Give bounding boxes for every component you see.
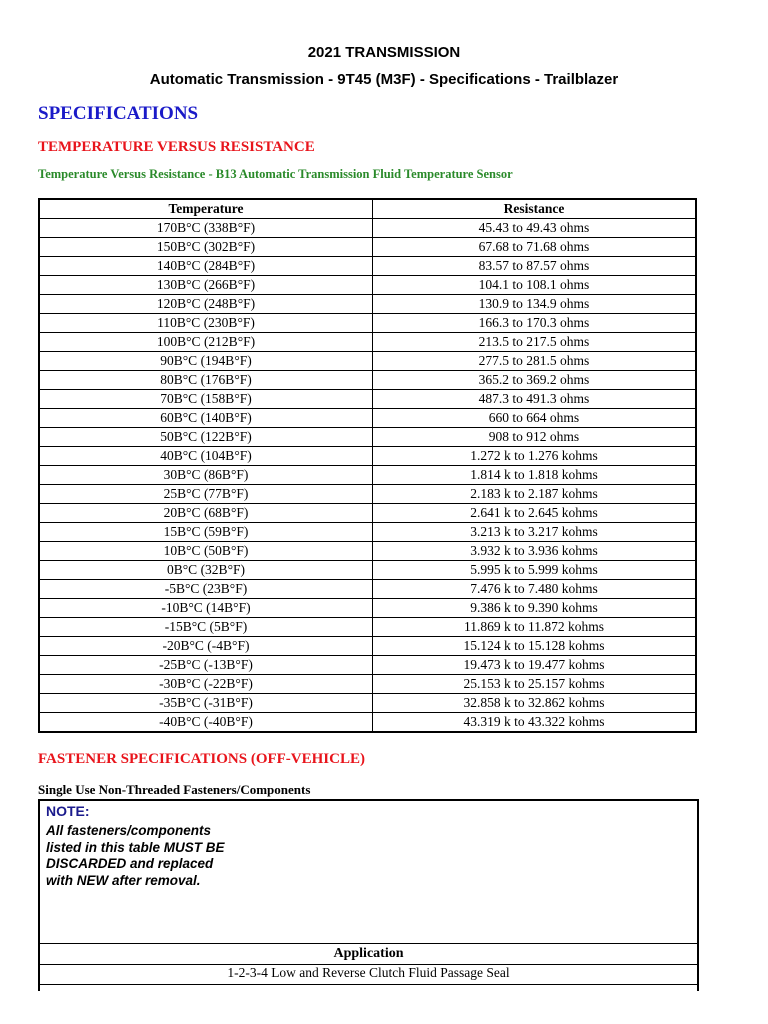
temperature-cell: 40B°C (104B°F): [39, 447, 373, 466]
fastener-specifications-heading: FASTENER SPECIFICATIONS (OFF-VEHICLE): [38, 751, 365, 767]
application-column-header: Application: [40, 943, 697, 965]
resistance-cell: 45.43 to 49.43 ohms: [373, 219, 697, 238]
temperature-cell: 25B°C (77B°F): [39, 485, 373, 504]
resistance-cell: 277.5 to 281.5 ohms: [373, 352, 697, 371]
temperature-cell: 100B°C (212B°F): [39, 333, 373, 352]
temperature-cell: 150B°C (302B°F): [39, 238, 373, 257]
resistance-cell: 166.3 to 170.3 ohms: [373, 314, 697, 333]
table-row: [39, 637, 696, 656]
resistance-cell: 83.57 to 87.57 ohms: [373, 257, 697, 276]
temperature-cell: 130B°C (266B°F): [39, 276, 373, 295]
resistance-cell: 5.995 k to 5.999 kohms: [373, 561, 697, 580]
temperature-cell: 60B°C (140B°F): [39, 409, 373, 428]
temperature-cell: 20B°C (68B°F): [39, 504, 373, 523]
temperature-resistance-subheading: Temperature Versus Resistance - B13 Automatic Transmission Fluid Temperature Sensor: [38, 167, 513, 181]
temperature-cell: 140B°C (284B°F): [39, 257, 373, 276]
resistance-cell: 2.183 k to 2.187 kohms: [373, 485, 697, 504]
table-row: [39, 713, 696, 733]
table-row: [39, 428, 696, 447]
table-row: [39, 276, 696, 295]
resistance-cell: 43.319 k to 43.322 kohms: [373, 713, 697, 733]
table-row: [39, 542, 696, 561]
resistance-cell: 15.124 k to 15.128 kohms: [373, 637, 697, 656]
table-row: 1-2-3-4 Low and Reverse Clutch Fluid Passage Seal: [40, 964, 697, 985]
table-row: [39, 409, 696, 428]
resistance-cell: 1.272 k to 1.276 kohms: [373, 447, 697, 466]
table-row: [39, 257, 696, 276]
single-use-fasteners-heading: Single Use Non-Threaded Fasteners/Components: [38, 782, 311, 797]
table-header-row: [39, 199, 696, 219]
table-row: [39, 561, 696, 580]
table-row: [39, 618, 696, 637]
table-row: [39, 523, 696, 542]
temperature-cell: -5B°C (23B°F): [39, 580, 373, 599]
resistance-cell: 7.476 k to 7.480 kohms: [373, 580, 697, 599]
table-row: [39, 675, 696, 694]
temperature-cell: 170B°C (338B°F): [39, 219, 373, 238]
temperature-cell: -10B°C (14B°F): [39, 599, 373, 618]
temperature-cell: -15B°C (5B°F): [39, 618, 373, 637]
column-header-temperature: Temperature: [39, 199, 373, 219]
table-row: [39, 314, 696, 333]
temperature-cell: 0B°C (32B°F): [39, 561, 373, 580]
temperature-cell: 120B°C (248B°F): [39, 295, 373, 314]
resistance-cell: 1.814 k to 1.818 kohms: [373, 466, 697, 485]
note-block: [46, 803, 236, 889]
table-row: [39, 504, 696, 523]
resistance-cell: 3.932 k to 3.936 kohms: [373, 542, 697, 561]
table-row: [39, 447, 696, 466]
temperature-cell: -25B°C (-13B°F): [39, 656, 373, 675]
table-row: [39, 295, 696, 314]
temperature-cell: 15B°C (59B°F): [39, 523, 373, 542]
temperature-cell: -35B°C (-31B°F): [39, 694, 373, 713]
resistance-cell: 67.68 to 71.68 ohms: [373, 238, 697, 257]
document-header-title: 2021 TRANSMISSION: [307, 44, 461, 61]
resistance-cell: 130.9 to 134.9 ohms: [373, 295, 697, 314]
table-row: [39, 238, 696, 257]
resistance-cell: 25.153 k to 25.157 kohms: [373, 675, 697, 694]
table-row: [39, 656, 696, 675]
table-row: [39, 352, 696, 371]
temperature-cell: 50B°C (122B°F): [39, 428, 373, 447]
table-row: [39, 466, 696, 485]
resistance-cell: 19.473 k to 19.477 kohms: [373, 656, 697, 675]
temperature-cell: -30B°C (-22B°F): [39, 675, 373, 694]
temperature-cell: 30B°C (86B°F): [39, 466, 373, 485]
resistance-cell: 9.386 k to 9.390 kohms: [373, 599, 697, 618]
resistance-cell: 32.858 k to 32.862 kohms: [373, 694, 697, 713]
temperature-resistance-heading: TEMPERATURE VERSUS RESISTANCE: [38, 139, 315, 155]
resistance-cell: 908 to 912 ohms: [373, 428, 697, 447]
resistance-cell: 660 to 664 ohms: [373, 409, 697, 428]
table-row: [39, 219, 696, 238]
resistance-cell: 365.2 to 369.2 ohms: [373, 371, 697, 390]
table-row: [39, 371, 696, 390]
column-header-resistance: Resistance: [373, 199, 697, 219]
resistance-cell: 213.5 to 217.5 ohms: [373, 333, 697, 352]
document-header-subtitle: Automatic Transmission - 9T45 (M3F) - Specifications - Trailblazer: [149, 71, 619, 88]
fastener-table: [38, 799, 699, 991]
table-row: [39, 390, 696, 409]
temperature-cell: 10B°C (50B°F): [39, 542, 373, 561]
temperature-cell: 90B°C (194B°F): [39, 352, 373, 371]
temperature-resistance-table: [38, 198, 697, 733]
resistance-cell: 3.213 k to 3.217 kohms: [373, 523, 697, 542]
table-row: [39, 485, 696, 504]
temperature-cell: -20B°C (-4B°F): [39, 637, 373, 656]
table-row: [39, 333, 696, 352]
resistance-cell: 11.869 k to 11.872 kohms: [373, 618, 697, 637]
note-text: All fasteners/components listed in this table MUST BE DISCARDED and replaced with NEW after removal.: [46, 823, 225, 888]
temperature-cell: 70B°C (158B°F): [39, 390, 373, 409]
temperature-cell: -40B°C (-40B°F): [39, 713, 373, 733]
resistance-cell: 2.641 k to 2.645 kohms: [373, 504, 697, 523]
resistance-cell: 487.3 to 491.3 ohms: [373, 390, 697, 409]
table-row: [39, 694, 696, 713]
specifications-heading: SPECIFICATIONS: [38, 103, 199, 124]
temperature-cell: 110B°C (230B°F): [39, 314, 373, 333]
table-row: [39, 599, 696, 618]
note-label: NOTE:: [46, 803, 90, 819]
temperature-cell: 80B°C (176B°F): [39, 371, 373, 390]
resistance-cell: 104.1 to 108.1 ohms: [373, 276, 697, 295]
table-row: [39, 580, 696, 599]
